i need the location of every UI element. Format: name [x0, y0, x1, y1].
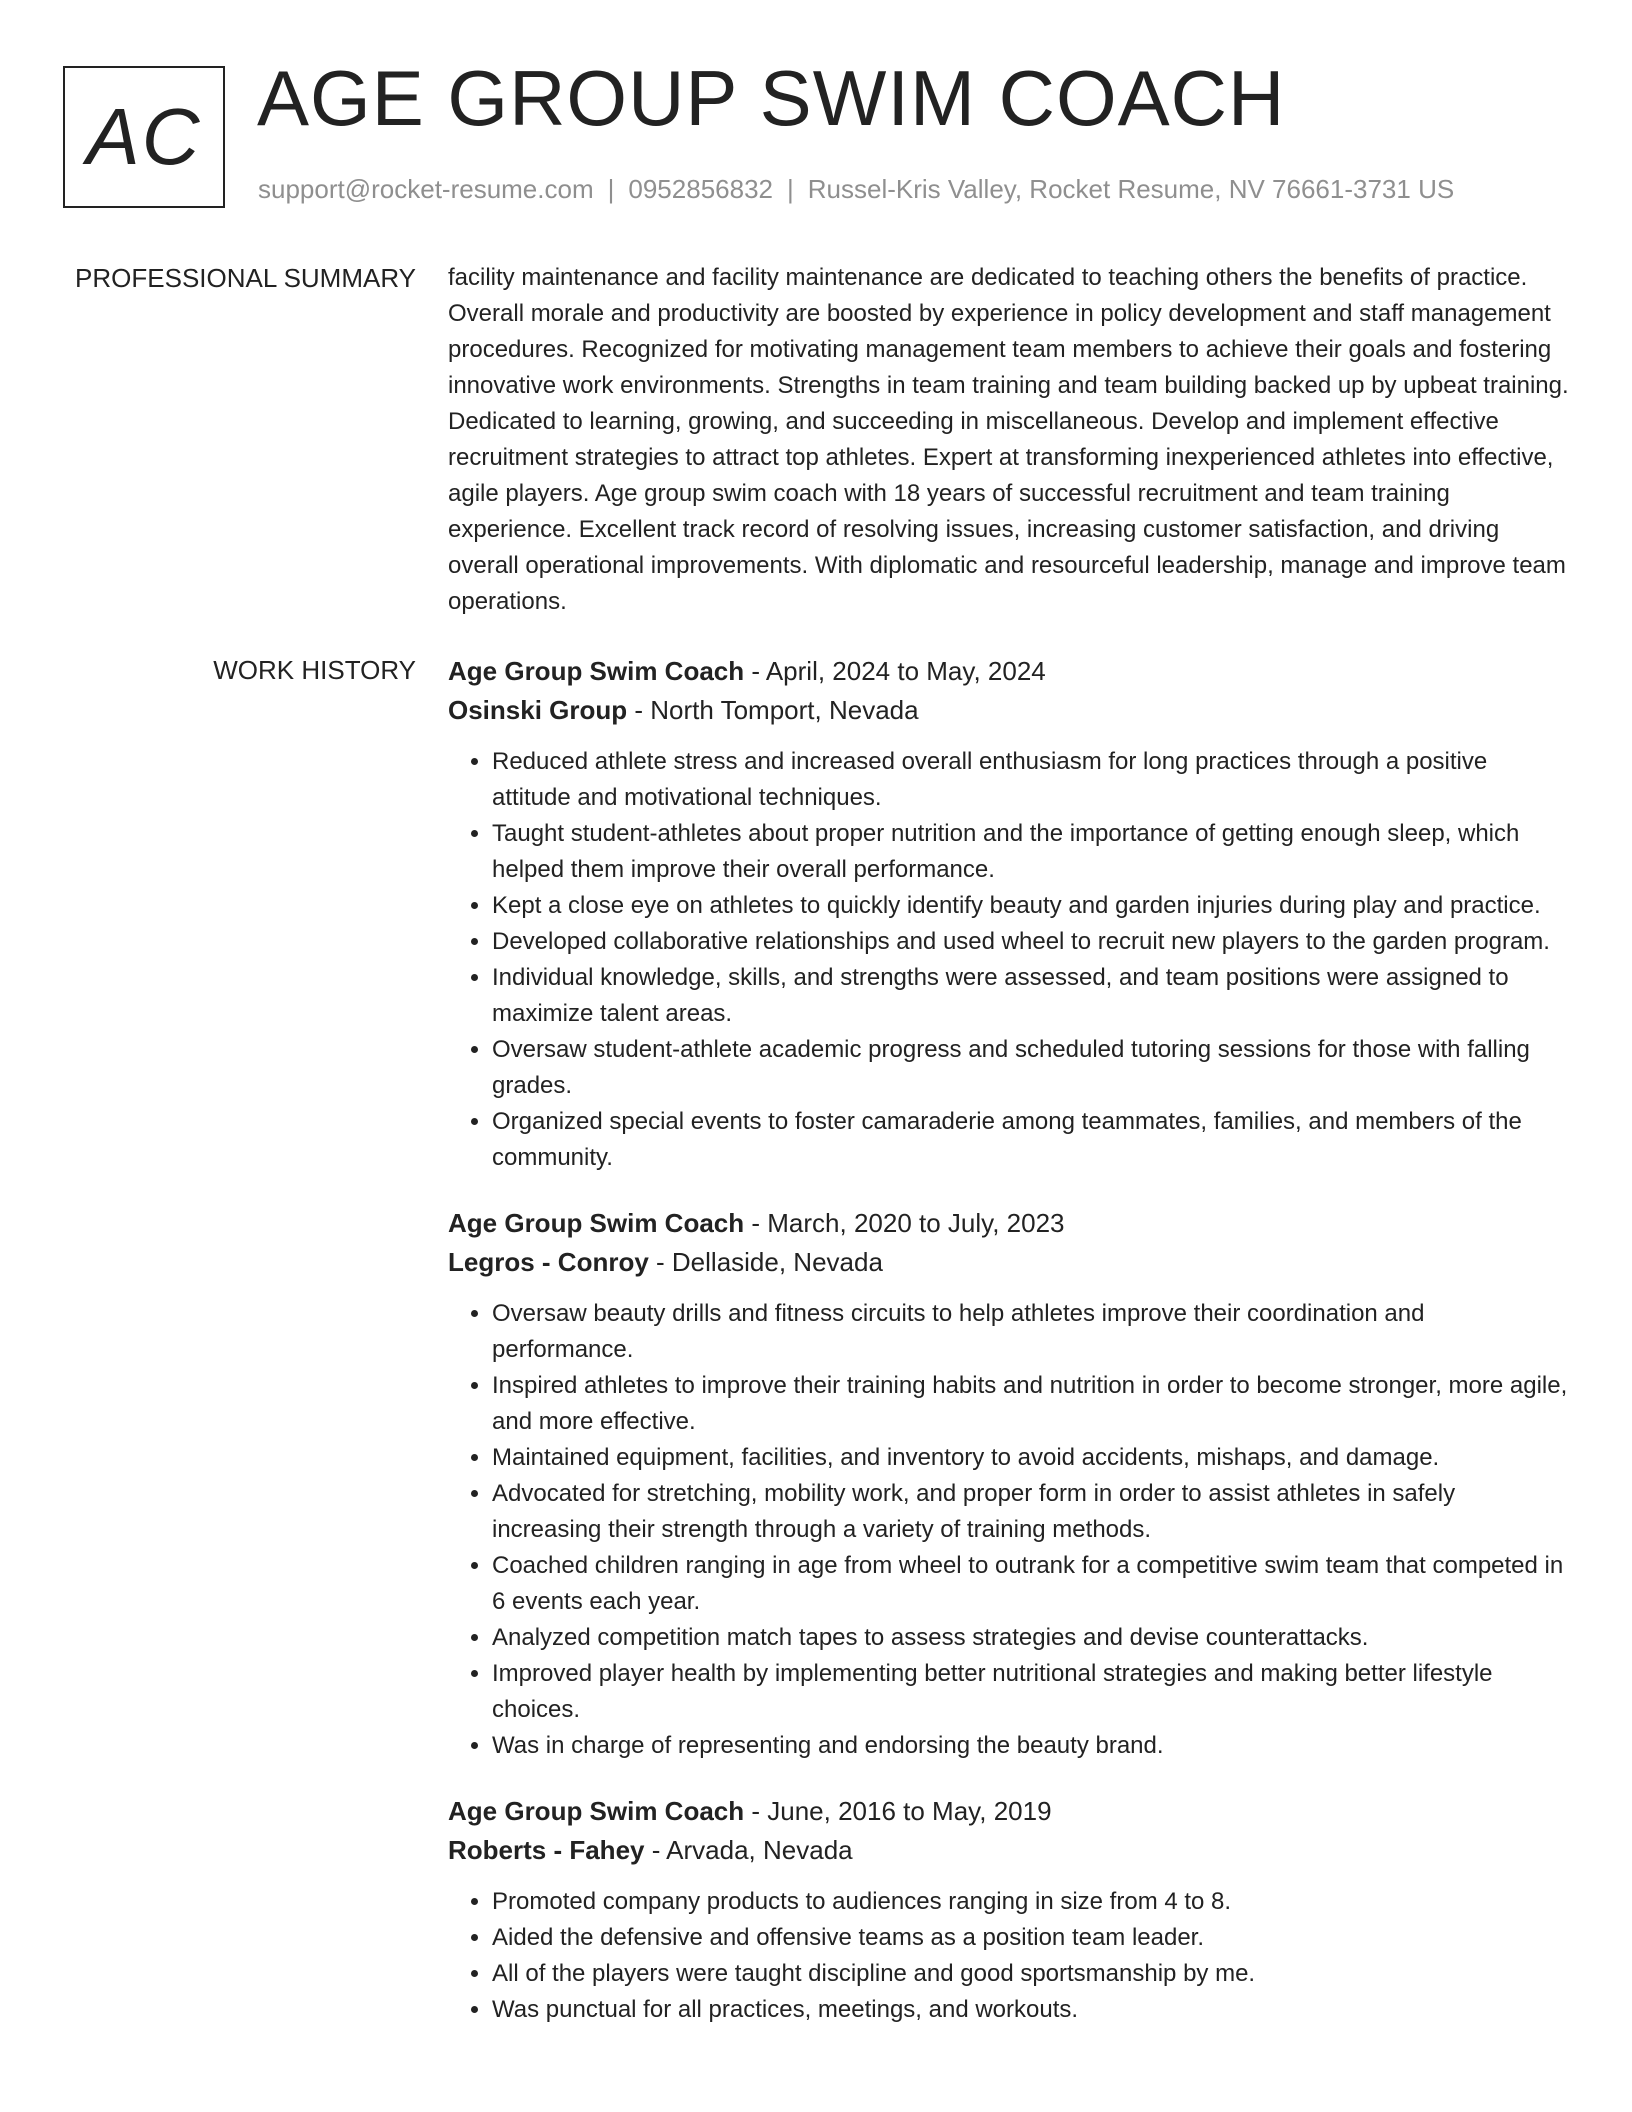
job-dates: - April, 2024 to May, 2024	[744, 656, 1046, 686]
work-history-heading: WORK HISTORY	[213, 655, 416, 685]
job-dates: - June, 2016 to May, 2019	[744, 1796, 1052, 1826]
contact-separator: |	[787, 174, 794, 204]
job-title: Age Group Swim Coach	[448, 656, 745, 686]
job-company-line	[448, 1831, 1570, 1870]
job-bullet: • Improved player health by implementing better nutritional strategies and making better lifestyle choices.	[492, 1656, 1570, 1728]
job-bullet: • Taught student-athletes about proper nutrition and the importance of getting enough sleep, which helped them improve their overall performance.	[492, 816, 1570, 888]
job-entry	[448, 1204, 1570, 1764]
job-bullet: • Was punctual for all practices, meetings, and workouts.	[492, 1992, 1570, 2028]
job-bullet: • Advocated for stretching, mobility work, and proper form in order to assist athletes in safely increasing their strength through a variety of training methods.	[492, 1476, 1570, 1548]
job-company: Osinski Group	[448, 695, 628, 725]
contact-address: Russel-Kris Valley, Rocket Resume, NV 76661-3731 US	[807, 174, 1455, 204]
job-bullet: • Kept a close eye on athletes to quickly identify beauty and garden injuries during play and practice.	[492, 888, 1570, 924]
job-dates: - March, 2020 to July, 2023	[744, 1208, 1065, 1238]
job-company: Roberts - Fahey	[448, 1835, 645, 1865]
contact-phone: 0952856832	[628, 174, 773, 204]
summary-text: facility maintenance and facility maintenance are dedicated to teaching others the benefits of practice. Overall morale and productivity are boosted by experience in policy development and staff management procedures. Recognized for motivating management team members to achieve their goals and fostering innovative work environments. Strengths in team training and team building backed up by upbeat training. Dedicated to learning, growing, and succeeding in miscellaneous. Develop and implement effective recruitment strategies to attract top athletes. Expert at transforming inexperienced athletes into effective, agile players. Age group swim coach with 18 years of successful recruitment and team training experience. Excellent track record of resolving issues, increasing customer satisfaction, and driving overall operational improvements. With diplomatic and resourceful leadership, manage and improve team operations.	[448, 264, 1569, 615]
job-bullet: • Coached children ranging in age from wheel to outrank for a competitive swim team that competed in 6 events each year.	[492, 1548, 1570, 1620]
contact-separator: |	[607, 174, 615, 204]
job-title: Age Group Swim Coach	[448, 1796, 745, 1826]
job-location: - North Tomport, Nevada	[627, 695, 919, 725]
page-title: AGE GROUP SWIM COACH	[257, 54, 1286, 142]
contact-line	[258, 174, 1454, 205]
job-bullet: • Developed collaborative relationships and used wheel to recruit new players to the garden program.	[492, 924, 1570, 960]
job-bullets	[448, 1296, 1570, 1764]
job-bullet: • Was in charge of representing and endorsing the beauty brand.	[492, 1728, 1570, 1764]
job-bullet: • Organized special events to foster camaraderie among teammates, families, and members of the community.	[492, 1104, 1570, 1176]
job-bullet: • Maintained equipment, facilities, and inventory to avoid accidents, mishaps, and damage.	[492, 1440, 1570, 1476]
job-bullet: • Oversaw student-athlete academic progress and scheduled tutoring sessions for those with falling grades.	[492, 1032, 1570, 1104]
job-bullet: • All of the players were taught discipline and good sportsmanship by me.	[492, 1956, 1570, 1992]
job-title: Age Group Swim Coach	[448, 1208, 745, 1238]
job-bullet: • Individual knowledge, skills, and strengths were assessed, and team positions were assigned to maximize talent areas.	[492, 960, 1570, 1032]
job-location: - Arvada, Nevada	[644, 1835, 853, 1865]
job-entry	[448, 1792, 1570, 2028]
job-bullet: • Reduced athlete stress and increased overall enthusiasm for long practices through a positive attitude and motivational techniques.	[492, 744, 1570, 816]
monogram-logo: AC	[63, 66, 225, 208]
job-entry	[448, 652, 1570, 1176]
job-company: Legros - Conroy	[448, 1247, 649, 1277]
summary-heading: PROFESSIONAL SUMMARY	[75, 263, 416, 293]
job-bullet: • Promoted company products to audiences ranging in size from 4 to 8.	[492, 1884, 1570, 1920]
job-title-line	[448, 652, 1570, 691]
job-bullet: • Analyzed competition match tapes to assess strategies and devise counterattacks.	[492, 1620, 1570, 1656]
job-bullet: • Aided the defensive and offensive teams as a position team leader.	[492, 1920, 1570, 1956]
job-bullet: • Inspired athletes to improve their training habits and nutrition in order to become stronger, more agile, and more effective.	[492, 1368, 1570, 1440]
job-company-line	[448, 1243, 1570, 1282]
job-bullets	[448, 1884, 1570, 2028]
job-bullets	[448, 744, 1570, 1176]
contact-email: support@rocket-resume.com	[258, 174, 594, 204]
work-history-body	[448, 652, 1570, 2056]
job-location: - Dellaside, Nevada	[648, 1247, 883, 1277]
job-bullet: • Oversaw beauty drills and fitness circuits to help athletes improve their coordination and performance.	[492, 1296, 1570, 1368]
summary-body	[448, 260, 1570, 620]
job-company-line	[448, 691, 1570, 730]
job-title-line	[448, 1792, 1570, 1831]
job-title-line	[448, 1204, 1570, 1243]
